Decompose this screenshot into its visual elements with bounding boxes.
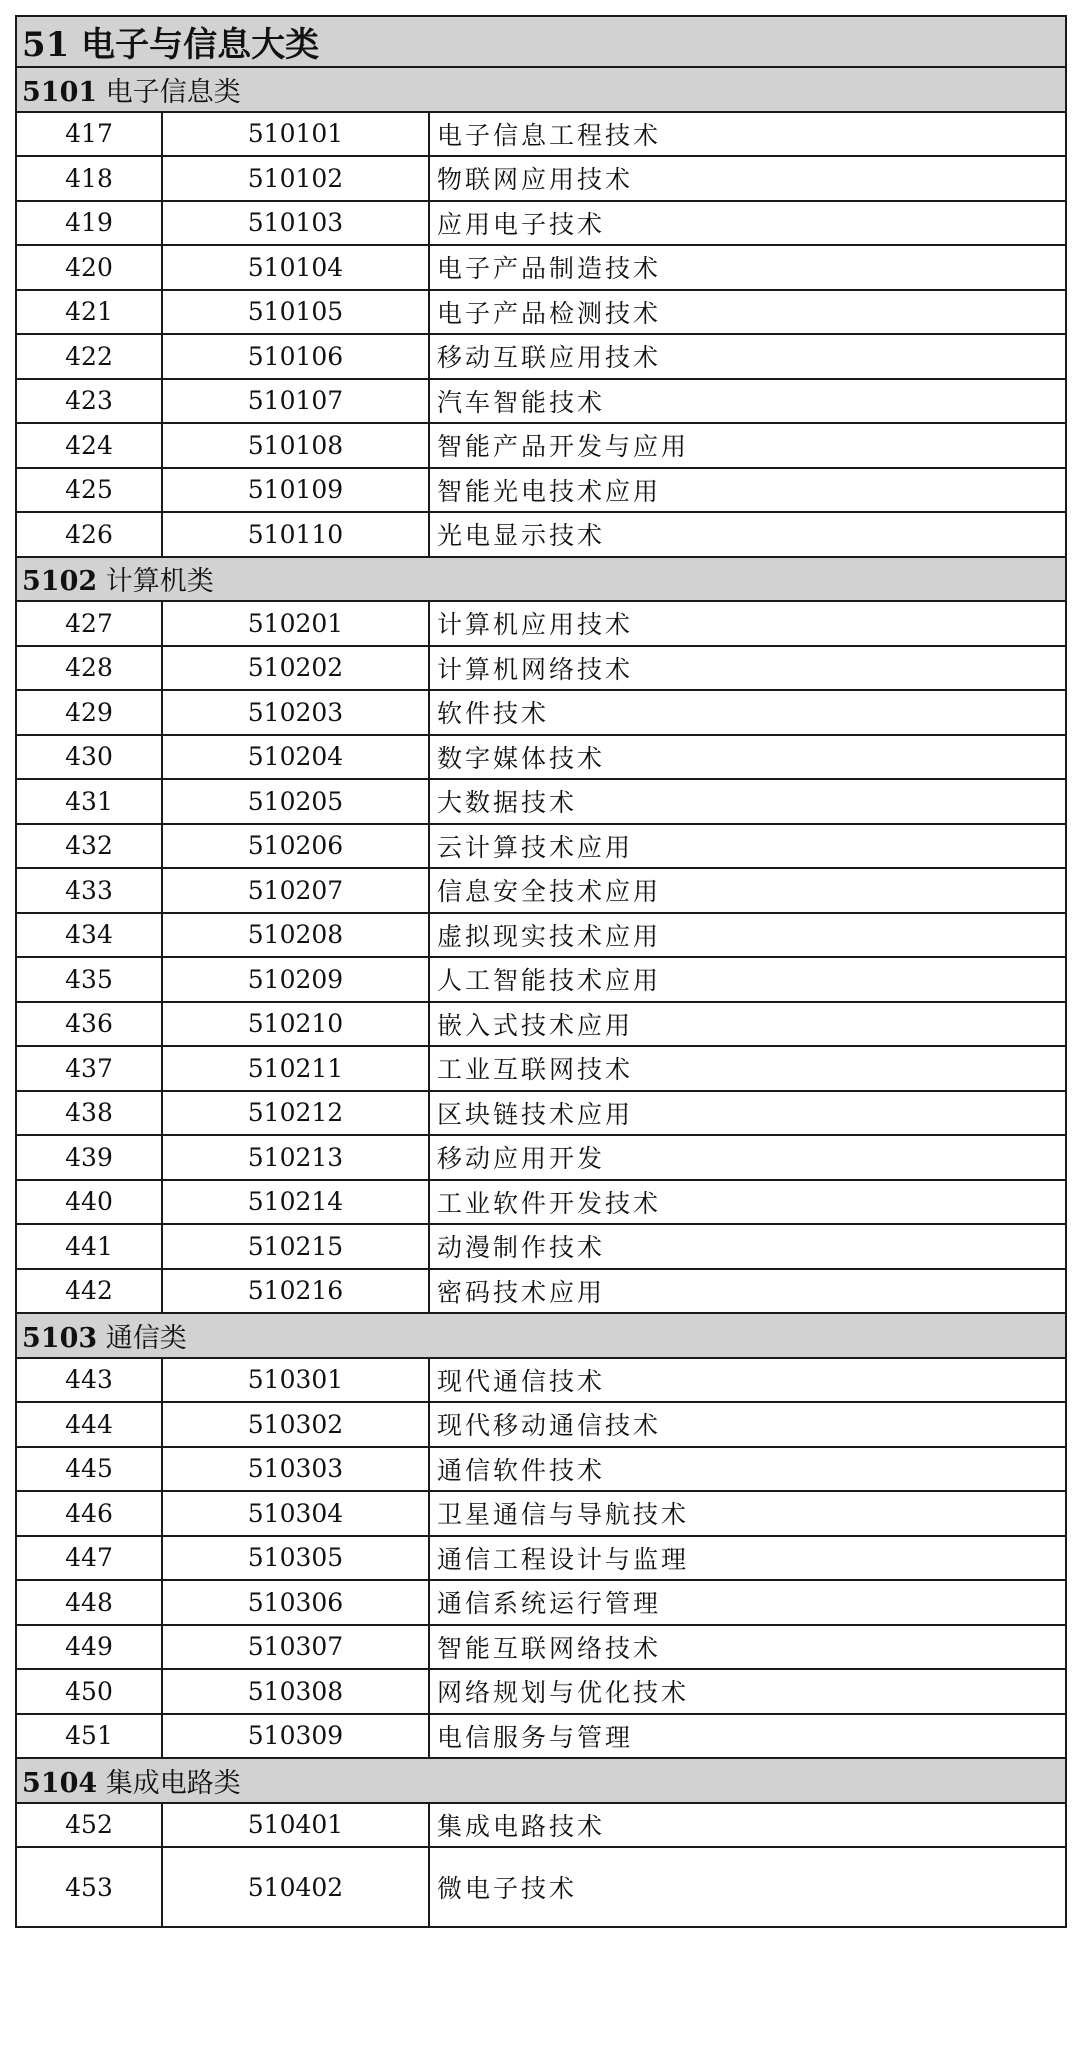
table-row — [16, 468, 1066, 513]
table-row — [16, 1269, 1066, 1314]
section-name: 计算机类 — [105, 566, 214, 598]
table-row — [16, 1847, 1066, 1927]
table-row — [16, 334, 1066, 379]
serial-number-cell: 432 — [16, 824, 162, 869]
serial-number-cell: 437 — [16, 1046, 162, 1091]
major-name-cell: 物联网应用技术 — [429, 156, 1066, 201]
serial-number-cell: 433 — [16, 868, 162, 913]
major-name-cell: 密码技术应用 — [429, 1269, 1066, 1314]
major-name-cell: 通信软件技术 — [429, 1447, 1066, 1492]
major-code-cell: 510101 — [162, 112, 429, 157]
table-row — [16, 646, 1066, 691]
serial-number-cell: 451 — [16, 1714, 162, 1759]
major-name-cell: 大数据技术 — [429, 779, 1066, 824]
major-code-cell: 510109 — [162, 468, 429, 513]
serial-number-cell: 430 — [16, 735, 162, 780]
major-code-cell: 510104 — [162, 245, 429, 290]
table-row — [16, 1002, 1066, 1047]
serial-number-cell: 420 — [16, 245, 162, 290]
section-header — [16, 67, 1066, 112]
major-name-cell: 云计算技术应用 — [429, 824, 1066, 869]
table-row — [16, 601, 1066, 646]
major-code-cell: 510301 — [162, 1358, 429, 1403]
major-name-cell: 数字媒体技术 — [429, 735, 1066, 780]
serial-number-cell: 434 — [16, 913, 162, 958]
document-page — [15, 15, 1065, 1928]
major-name-cell: 电子信息工程技术 — [429, 112, 1066, 157]
table-row — [16, 1536, 1066, 1581]
major-code-cell: 510306 — [162, 1580, 429, 1625]
serial-number-cell: 418 — [16, 156, 162, 201]
serial-number-cell: 419 — [16, 201, 162, 246]
serial-number-cell: 450 — [16, 1669, 162, 1714]
major-name-cell: 光电显示技术 — [429, 512, 1066, 557]
section-header-row — [16, 67, 1066, 112]
table-row — [16, 423, 1066, 468]
major-code-cell: 510203 — [162, 690, 429, 735]
section-code: 5102 — [22, 566, 98, 598]
major-table — [15, 15, 1067, 1928]
major-name-cell: 卫星通信与导航技术 — [429, 1491, 1066, 1536]
table-row — [16, 1625, 1066, 1670]
serial-number-cell: 426 — [16, 512, 162, 557]
serial-number-cell: 444 — [16, 1402, 162, 1447]
major-code-cell: 510305 — [162, 1536, 429, 1581]
table-row — [16, 1580, 1066, 1625]
major-name-cell: 电子产品制造技术 — [429, 245, 1066, 290]
table-row — [16, 201, 1066, 246]
table-row — [16, 1402, 1066, 1447]
major-code-cell: 510307 — [162, 1625, 429, 1670]
major-name-cell: 智能光电技术应用 — [429, 468, 1066, 513]
major-name-cell: 网络规划与优化技术 — [429, 1669, 1066, 1714]
serial-number-cell: 424 — [16, 423, 162, 468]
major-code-cell: 510103 — [162, 201, 429, 246]
major-name-cell: 工业软件开发技术 — [429, 1180, 1066, 1225]
serial-number-cell: 439 — [16, 1135, 162, 1180]
major-name-cell: 微电子技术 — [429, 1847, 1066, 1927]
major-code-cell: 510102 — [162, 156, 429, 201]
major-name-cell: 计算机网络技术 — [429, 646, 1066, 691]
major-name-cell: 移动互联应用技术 — [429, 334, 1066, 379]
serial-number-cell: 427 — [16, 601, 162, 646]
table-row — [16, 957, 1066, 1002]
section-header-row — [16, 1758, 1066, 1803]
table-row — [16, 1714, 1066, 1759]
section-header — [16, 557, 1066, 602]
major-name-cell: 计算机应用技术 — [429, 601, 1066, 646]
table-row — [16, 112, 1066, 157]
major-code-cell: 510108 — [162, 423, 429, 468]
serial-number-cell: 442 — [16, 1269, 162, 1314]
section-header — [16, 1313, 1066, 1358]
major-code-cell: 510402 — [162, 1847, 429, 1927]
table-row — [16, 1224, 1066, 1269]
serial-number-cell: 431 — [16, 779, 162, 824]
category-name: 电子与信息大类 — [81, 25, 320, 65]
major-code-cell: 510201 — [162, 601, 429, 646]
table-row — [16, 1491, 1066, 1536]
table-row — [16, 779, 1066, 824]
major-code-cell: 510309 — [162, 1714, 429, 1759]
section-code: 5101 — [22, 76, 98, 108]
section-name: 电子信息类 — [105, 76, 241, 108]
serial-number-cell: 443 — [16, 1358, 162, 1403]
major-code-cell: 510202 — [162, 646, 429, 691]
table-row — [16, 913, 1066, 958]
serial-number-cell: 421 — [16, 290, 162, 335]
major-name-cell: 嵌入式技术应用 — [429, 1002, 1066, 1047]
table-row — [16, 1803, 1066, 1848]
major-name-cell: 移动应用开发 — [429, 1135, 1066, 1180]
section-name: 集成电路类 — [105, 1767, 241, 1799]
major-code-cell: 510209 — [162, 957, 429, 1002]
serial-number-cell: 436 — [16, 1002, 162, 1047]
major-code-cell: 510212 — [162, 1091, 429, 1136]
major-name-cell: 软件技术 — [429, 690, 1066, 735]
serial-number-cell: 438 — [16, 1091, 162, 1136]
section-header — [16, 1758, 1066, 1803]
major-code-cell: 510213 — [162, 1135, 429, 1180]
category-title — [16, 16, 1066, 67]
serial-number-cell: 435 — [16, 957, 162, 1002]
section-name: 通信类 — [105, 1322, 187, 1354]
table-row — [16, 1135, 1066, 1180]
major-code-cell: 510105 — [162, 290, 429, 335]
major-code-cell: 510208 — [162, 913, 429, 958]
major-name-cell: 应用电子技术 — [429, 201, 1066, 246]
major-code-cell: 510304 — [162, 1491, 429, 1536]
major-name-cell: 智能互联网络技术 — [429, 1625, 1066, 1670]
section-header-row — [16, 1313, 1066, 1358]
major-name-cell: 工业互联网技术 — [429, 1046, 1066, 1091]
serial-number-cell: 445 — [16, 1447, 162, 1492]
major-code-cell: 510106 — [162, 334, 429, 379]
serial-number-cell: 440 — [16, 1180, 162, 1225]
table-row — [16, 690, 1066, 735]
serial-number-cell: 448 — [16, 1580, 162, 1625]
major-code-cell: 510214 — [162, 1180, 429, 1225]
major-name-cell: 虚拟现实技术应用 — [429, 913, 1066, 958]
major-name-cell: 智能产品开发与应用 — [429, 423, 1066, 468]
major-code-cell: 510207 — [162, 868, 429, 913]
major-name-cell: 汽车智能技术 — [429, 379, 1066, 424]
major-code-cell: 510401 — [162, 1803, 429, 1848]
major-code-cell: 510205 — [162, 779, 429, 824]
table-row — [16, 1046, 1066, 1091]
major-code-cell: 510110 — [162, 512, 429, 557]
table-row — [16, 824, 1066, 869]
major-code-cell: 510303 — [162, 1447, 429, 1492]
major-name-cell: 区块链技术应用 — [429, 1091, 1066, 1136]
category-title-row — [16, 16, 1066, 67]
table-row — [16, 1447, 1066, 1492]
table-row — [16, 512, 1066, 557]
table-row — [16, 156, 1066, 201]
major-code-cell: 510107 — [162, 379, 429, 424]
major-name-cell: 人工智能技术应用 — [429, 957, 1066, 1002]
major-code-cell: 510206 — [162, 824, 429, 869]
major-name-cell: 集成电路技术 — [429, 1803, 1066, 1848]
serial-number-cell: 447 — [16, 1536, 162, 1581]
table-row — [16, 379, 1066, 424]
section-code: 5103 — [22, 1322, 98, 1354]
major-name-cell: 通信系统运行管理 — [429, 1580, 1066, 1625]
category-code: 51 — [22, 25, 70, 65]
major-name-cell: 动漫制作技术 — [429, 1224, 1066, 1269]
serial-number-cell: 429 — [16, 690, 162, 735]
major-code-cell: 510211 — [162, 1046, 429, 1091]
major-name-cell: 现代移动通信技术 — [429, 1402, 1066, 1447]
major-code-cell: 510215 — [162, 1224, 429, 1269]
major-code-cell: 510204 — [162, 735, 429, 780]
section-header-row — [16, 557, 1066, 602]
serial-number-cell: 422 — [16, 334, 162, 379]
major-code-cell: 510210 — [162, 1002, 429, 1047]
table-row — [16, 1180, 1066, 1225]
major-code-cell: 510216 — [162, 1269, 429, 1314]
major-code-cell: 510308 — [162, 1669, 429, 1714]
serial-number-cell: 446 — [16, 1491, 162, 1536]
serial-number-cell: 425 — [16, 468, 162, 513]
serial-number-cell: 453 — [16, 1847, 162, 1927]
table-row — [16, 735, 1066, 780]
major-name-cell: 电信服务与管理 — [429, 1714, 1066, 1759]
major-name-cell: 现代通信技术 — [429, 1358, 1066, 1403]
major-name-cell: 通信工程设计与监理 — [429, 1536, 1066, 1581]
section-code: 5104 — [22, 1767, 98, 1799]
table-row — [16, 245, 1066, 290]
serial-number-cell: 417 — [16, 112, 162, 157]
major-name-cell: 电子产品检测技术 — [429, 290, 1066, 335]
major-code-cell: 510302 — [162, 1402, 429, 1447]
table-row — [16, 868, 1066, 913]
major-name-cell: 信息安全技术应用 — [429, 868, 1066, 913]
serial-number-cell: 428 — [16, 646, 162, 691]
serial-number-cell: 452 — [16, 1803, 162, 1848]
table-row — [16, 1358, 1066, 1403]
serial-number-cell: 441 — [16, 1224, 162, 1269]
serial-number-cell: 423 — [16, 379, 162, 424]
table-row — [16, 290, 1066, 335]
serial-number-cell: 449 — [16, 1625, 162, 1670]
table-row — [16, 1091, 1066, 1136]
table-row — [16, 1669, 1066, 1714]
